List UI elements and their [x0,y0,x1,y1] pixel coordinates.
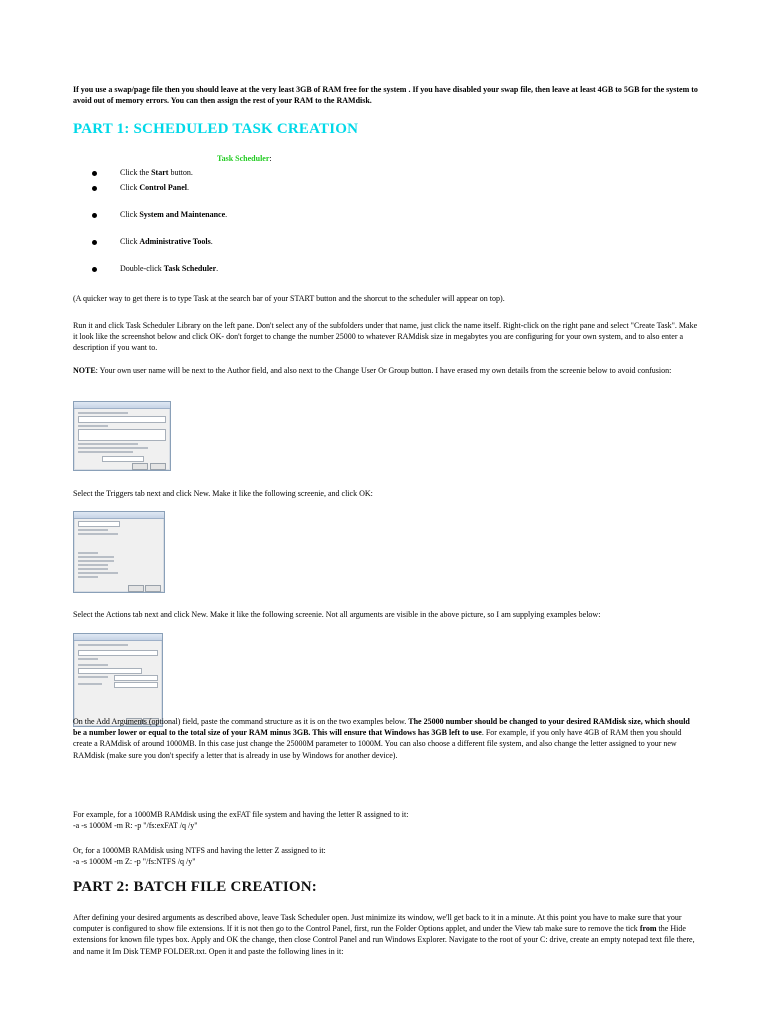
intro-paragraph: If you use a swap/page file then you should leave at the very least 3GB of RAM free for the system . If you have disabled your swap file, then leave at least 4GB to 5GB for the system to avoid out of memory errors. You can then assign the rest of your RAM to the RAMdisk. [73,85,698,106]
quicker-way-paragraph: (A quicker way to get there is to type Task at the search bar of your START button and the shorcut to the scheduler will appear on top). [73,294,505,303]
bullet-icon [92,240,97,245]
part1-heading: PART 1: SCHEDULED TASK CREATION [73,121,359,137]
part2-paragraph: After defining your desired arguments as described above, leave Task Scheduler open. Just minimize its window, we'll get back to it in a minute. At this point you have to make sure that your computer is configured to show file extensions. If it is not then go to the Control Panel, first, run the Folder Options applet, and under the View tab make sure to remove the tick from the Hide extensions for known file types box. Apply and OK the change, then close Control Panel and run Windows Explorer. Navigate to the root of your C: drive, create an empty notepad text file there, and name it Im Disk TEMP FOLDER.txt. Open it and paste the following lines in it: [73,913,695,956]
bullet-icon [92,171,97,176]
new-trigger-screenshot [73,511,165,593]
bullet-icon [92,186,97,191]
bullet-icon [92,213,97,218]
run-it-paragraph: Run it and click Task Scheduler Library on the left pane. Don't select any of the subfolders under that name, just click the name itself. Right-click on the right pane and select "Create Task". Make it look like the screenshot below and click OK- don't forget to change the number 25000 to whatever RAMdisk size in megabytes you are configuring for your own system, and to also enter a description if you want to. [73,321,698,353]
arguments-paragraph: On the Add Arguments (optional) field, paste the command structure as it is on the two examples below. The 25000 number should be changed to your desired RAMdisk size, which should be a number lower or equal to the total size of your RAM minus 3GB. This will ensure that Windows has 3GB left to use. For example, if you only have 4GB of RAM then you should create a RAMdisk of around 1000MB. In this case just change the 25000M parameter to 1000M. You can also choose a different file system, and also change the letter assigned to your new RAMdisk (make sure you don't specify a letter that is already in use by Windows for another device). [73,717,690,760]
note-paragraph: NOTE: Your own user name will be next to the Author field, and also next to the Change User Or Group button. I have erased my own details from the screenie below to avoid confusion: [73,366,672,375]
new-action-screenshot [73,633,163,727]
create-task-screenshot [73,401,171,471]
example1-paragraph: For example, for a 1000MB RAMdisk using the exFAT file system and having the letter R assigned to it: -a -s 1000M -m R: -p "/fs:exFAT /q /y" [73,810,409,831]
example2-paragraph: Or, for a 1000MB RAMdisk using NTFS and having the letter Z assigned to it: -a -s 1000M -m Z: -p "/fs:NTFS /q /y" [73,846,326,867]
part2-heading: PART 2: BATCH FILE CREATION: [73,879,317,895]
bullet-icon [92,267,97,272]
triggers-paragraph: Select the Triggers tab next and click New. Make it like the following screenie, and click OK: [73,489,373,498]
task-scheduler-label: Task Scheduler: [217,154,272,163]
actions-paragraph: Select the Actions tab next and click New. Make it like the following screenie. Not all arguments are visible in the above picture, so I am supplying examples below: [73,610,601,619]
